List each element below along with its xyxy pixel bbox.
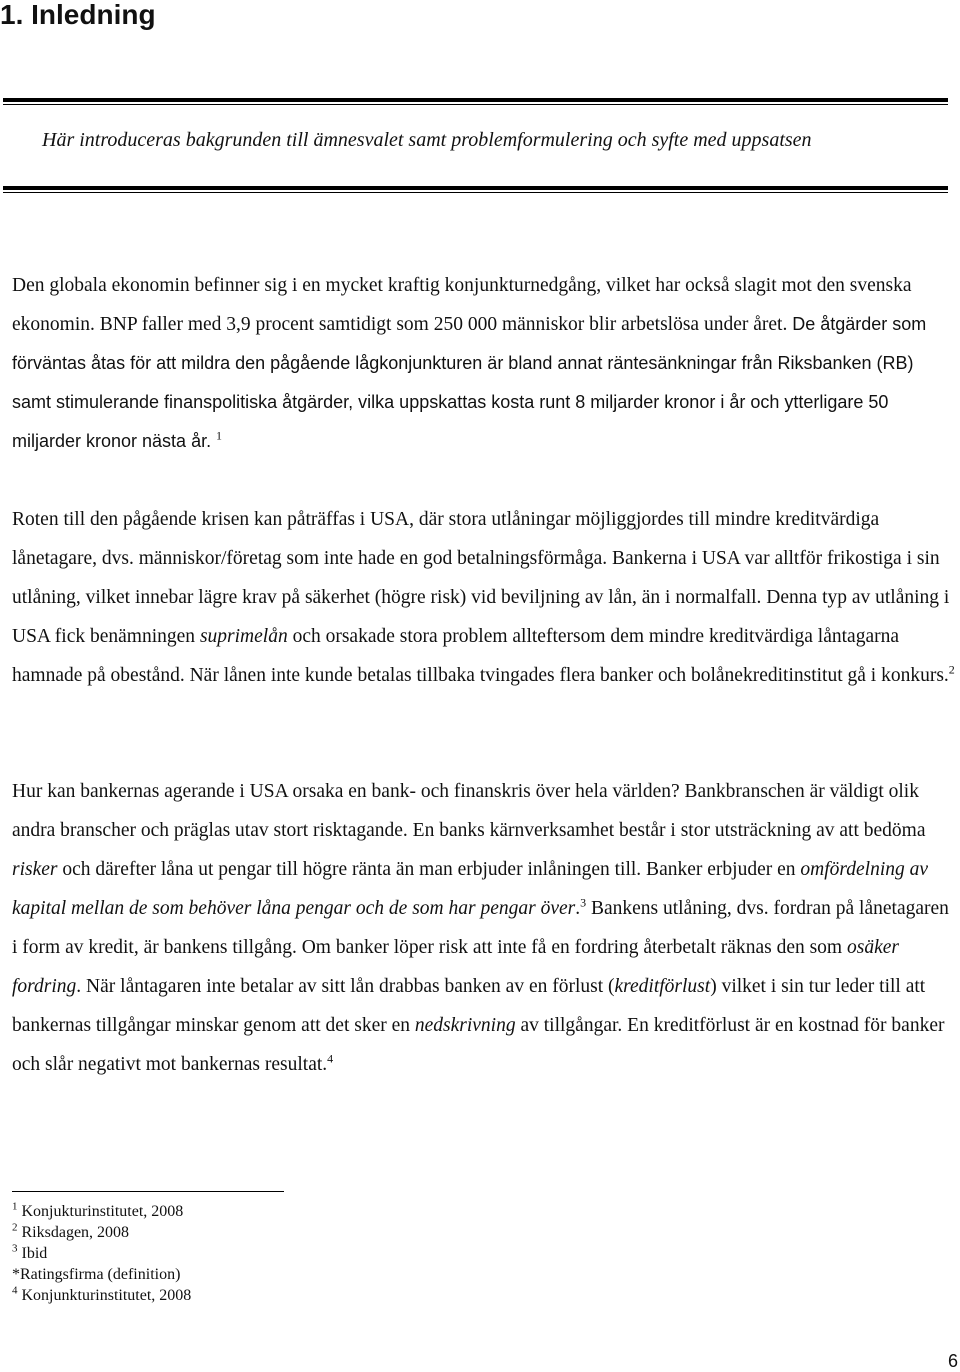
footnote-item [12, 1243, 191, 1264]
footnote-list [12, 1201, 191, 1306]
chapter-heading: 1. Inledning [0, 0, 156, 30]
footnote-ref-2: 2 [948, 662, 955, 677]
footnote-item [12, 1285, 191, 1306]
footnote-mark: 2 [12, 1221, 18, 1234]
footnote-text: *Ratingsfirma (definition) [12, 1266, 181, 1283]
footnote-text: Riksdagen, 2008 [21, 1224, 130, 1241]
term-risker: risker [12, 859, 58, 880]
footnote-item [12, 1264, 191, 1285]
footnote-text: Ibid [21, 1245, 48, 1262]
paragraph-3-part-c: . [575, 898, 581, 919]
paragraph-2 [12, 500, 957, 695]
paragraph-3-part-b: och därefter låna ut pengar till högre ränta än man erbjuder inlåningen till. Banker erbjuder en [62, 859, 796, 880]
paragraph-3-part-d: Bankens utlåning, dvs. fordran på lånetagaren i form av kredit, är bankens tillgång. Om banker löper risk att inte få en fordring återbetalt räknas den som [12, 898, 949, 958]
footnote-item [12, 1222, 191, 1243]
paragraph-3 [12, 772, 957, 1084]
footnote-ref-4: 4 [327, 1051, 334, 1066]
footnote-mark: 1 [12, 1200, 18, 1213]
paragraph-2-part-b: och orsakade stora problem allteftersom dem mindre kreditvärdiga låntagarna hamnade på obestånd. När lånen inte kunde betalas tillbaka tvingades flera banker och bolånekreditinstitut gå i konkurs. [12, 626, 949, 686]
term-suprimelan: suprimelån [199, 626, 288, 647]
paragraph-1-part-a: Den globala ekonomin befinner sig i en mycket kraftig konjunkturnedgång, vilket har också slagit mot den svenska ekonomin. BNP faller med 3,9 procent samtidigt som 250 000 människor blir arbetslösa under året. [12, 275, 912, 335]
term-osaker-fordring: osäker fordring [12, 937, 899, 997]
paragraph-3-part-e: . När låntagaren inte betalar av sitt lån drabbas banken av en förlust ( [76, 976, 615, 997]
term-nedskrivning: nedskrivning [414, 1015, 516, 1036]
top-divider [3, 98, 948, 105]
term-omfordelning: omfördelning av kapital mellan de som behöver låna pengar och de som har pengar över [12, 859, 929, 919]
paragraph-3-part-a: Hur kan bankernas agerande i USA orsaka en bank- och finanskris över hela världen? Bankbranschen är väldigt olik andra branscher och präglas utav stort risktagande. En banks kärnverksamhet består i stor utsträckning av att bedöma [12, 781, 926, 841]
term-kreditforlust: kreditförlust [614, 976, 711, 997]
footnote-divider [12, 1191, 284, 1192]
footnote-text: Konjunkturinstitutet, 2008 [21, 1287, 192, 1304]
footnote-mark: 3 [12, 1242, 18, 1255]
paragraph-3-part-f: ) vilket i sin tur leder till att bankernas tillgångar minskar genom att det sker en [12, 976, 926, 1036]
bottom-divider [3, 186, 948, 193]
paragraph-1-part-b: De åtgärder som förväntas åtas för att mildra den pågående lågkonjunkturen är bland annat räntesänkningar från Riksbanken (RB) samt stimulerande finanspolitiska åtgärder, vilka uppskattas kosta runt 8 miljarder kronor i år och ytterligare 50 miljarder kronor nästa år. [12, 314, 927, 451]
footnote-mark: 4 [12, 1284, 18, 1297]
footnote-item [12, 1201, 191, 1222]
chapter-intro: Här introduceras bakgrunden till ämnesvalet samt problemformulering och syfte med uppsatsen [42, 129, 812, 151]
footnote-ref-3: 3 [580, 895, 587, 910]
page-number: 6 [947, 1351, 958, 1371]
footnote-ref-1: 1 [215, 428, 222, 443]
paragraph-1 [12, 266, 957, 461]
footnote-text: Konjukturinstitutet, 2008 [21, 1203, 184, 1220]
paragraph-3-part-g: av tillgångar. En kreditförlust är en kostnad för banker och slår negativt mot bankernas resultat. [12, 1015, 945, 1075]
paragraph-2-part-a: Roten till den pågående krisen kan påträffas i USA, där stora utlåningar möjliggjordes till mindre kreditvärdiga lånetagare, dvs. människor/företag som inte hade en god betalningsförmåga. Bankerna i USA var alltför frikostiga i sin utlåning, vilket innebar lägre krav på säkerhet (högre risk) vid beviljning av lån, än i normalfall. Denna typ av utlåning i USA fick benämningen [12, 509, 950, 647]
